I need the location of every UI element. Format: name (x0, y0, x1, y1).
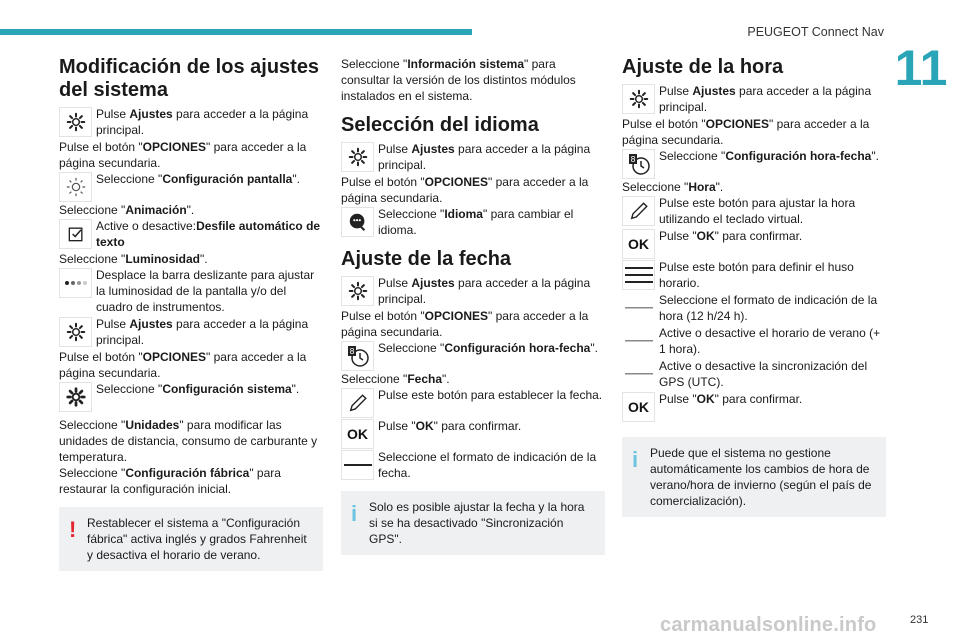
section-title-language: Selección del idioma (341, 114, 539, 136)
text-options-lang: Pulse el botón "OPCIONES" para acceder a la página secundaria. (341, 175, 589, 205)
step-ok-time-2: OK Pulse "OK" para confirmar. (622, 391, 886, 421)
section-title-date: Ajuste de la fecha (341, 248, 512, 270)
header-accent-bar (0, 29, 472, 35)
text-options-2: Pulse el botón "OPCIONES" para acceder a la página secundaria. (59, 350, 307, 380)
step-gps-sync: Active o desactive la sincronización del GPS (UTC). (622, 358, 886, 390)
menu-icon (622, 260, 655, 290)
pencil-icon (622, 196, 655, 226)
text-date: Seleccione "Fecha". (341, 372, 450, 386)
step-settings-date: Pulse Ajustes para acceder a la página principal. (341, 275, 605, 307)
step-time-date-config-2: 8 Seleccione "Configuración hora-fecha". (622, 148, 886, 178)
clock-icon (341, 341, 374, 371)
text-units: Seleccione "Unidades" para modificar las unidades de distancia, consumo de carburante y temperatura. (59, 418, 318, 464)
step-time-date-config: 8 Seleccione "Configuración hora-fecha". (341, 340, 605, 370)
watermark: carmanualsonline.info (660, 614, 877, 636)
section-title-system: Modificación de los ajustes del sistema (59, 56, 320, 101)
step-display-config: Seleccione "Configuración pantalla". (59, 171, 323, 201)
text-options-time: Pulse el botón "OPCIONES" para acceder a la página secundaria. (622, 117, 870, 147)
gear-icon (622, 84, 655, 114)
text-factory: Seleccione "Configuración fábrica" para restaurar la configuración inicial. (59, 466, 281, 496)
clock-icon (622, 149, 655, 179)
info-icon: i (632, 447, 639, 472)
step-system-config: Seleccione "Configuración sistema". (59, 381, 323, 411)
step-set-date: Pulse este botón para establecer la fecha. (341, 387, 605, 417)
warning-icon: ! (69, 517, 77, 542)
section-title-time: Ajuste de la hora (622, 56, 784, 78)
info-note: i Puede que el sistema no gestione automáticamente los cambios de hora de verano/hora de invierno (según el país de comercialización). (622, 437, 886, 517)
column-time (622, 56, 886, 517)
text-options: Pulse el botón "OPCIONES" para acceder a la página secundaria. (59, 140, 307, 170)
brand-title: PEUGEOT Connect Nav (747, 25, 884, 39)
step-settings-lang: Pulse Ajustes para acceder a la página principal. (341, 141, 605, 173)
step-slider: Desplace la barra deslizante para ajustar la luminosidad de la pantalla y/o del cuadro de instrumentos. (59, 267, 323, 315)
gear-icon (59, 107, 92, 137)
line-icon (622, 293, 655, 323)
chapter-number: 11 (894, 40, 948, 96)
line-icon (622, 359, 655, 389)
pencil-icon (341, 388, 374, 418)
line-icon (622, 326, 655, 356)
column-system-settings (59, 56, 323, 571)
step-settings: Pulse Ajustes para acceder a la página principal. (59, 106, 323, 138)
text-brightness: Seleccione "Luminosidad". (59, 252, 208, 266)
ok-button-icon: OK (622, 229, 655, 259)
step-language: Seleccione "Idioma" para cambiar el idioma. (341, 206, 605, 238)
slider-icon (59, 268, 92, 298)
ok-button-icon: OK (622, 392, 655, 422)
step-time-format: Seleccione el formato de indicación de la hora (12 h/24 h). (622, 292, 886, 324)
info-icon: i (351, 501, 358, 526)
checkbox-icon (59, 219, 92, 249)
page-number: 231 (910, 614, 929, 626)
gear-icon (59, 382, 92, 412)
step-ok-time: OK Pulse "OK" para confirmar. (622, 228, 886, 258)
text-animation: Seleccione "Animación". (59, 203, 195, 217)
info-note: i Solo es posible ajustar la fecha y la hora si se ha desactivado "Sincronización GPS". (341, 491, 605, 555)
ok-button-icon: OK (341, 419, 374, 449)
svg-text:8: 8 (349, 347, 355, 356)
text-time: Seleccione "Hora". (622, 180, 724, 194)
column-language-date (341, 56, 605, 555)
sun-icon (59, 172, 92, 202)
warning-note: ! Restablecer el sistema a "Configuración fábrica" activa inglés y grados Fahrenheit y desactiva el horario de verano. (59, 507, 323, 571)
gear-icon (341, 276, 374, 306)
svg-text:8: 8 (630, 155, 636, 164)
step-settings-time: Pulse Ajustes para acceder a la página principal. (622, 83, 886, 115)
text-system-info: Seleccione "Información sistema" para consultar la versión de los distintos módulos instalados en el sistema. (341, 57, 576, 103)
step-timezone: Pulse este botón para definir el huso horario. (622, 259, 886, 291)
gear-icon (341, 142, 374, 172)
step-ok-date: OK Pulse "OK" para confirmar. (341, 418, 605, 448)
line-icon (341, 450, 374, 480)
gear-icon (59, 317, 92, 347)
step-scroll-text: Active o desactive:Desfile automático de texto (59, 218, 323, 250)
step-date-format: Seleccione el formato de indicación de la fecha. (341, 449, 605, 481)
step-set-time: Pulse este botón para ajustar la hora utilizando el teclado virtual. (622, 195, 886, 227)
step-settings-2: Pulse Ajustes para acceder a la página principal. (59, 316, 323, 348)
language-icon (341, 207, 374, 237)
text-options-date: Pulse el botón "OPCIONES" para acceder a la página secundaria. (341, 309, 589, 339)
step-summer-time: Active o desactive el horario de verano (+ 1 hora). (622, 325, 886, 357)
